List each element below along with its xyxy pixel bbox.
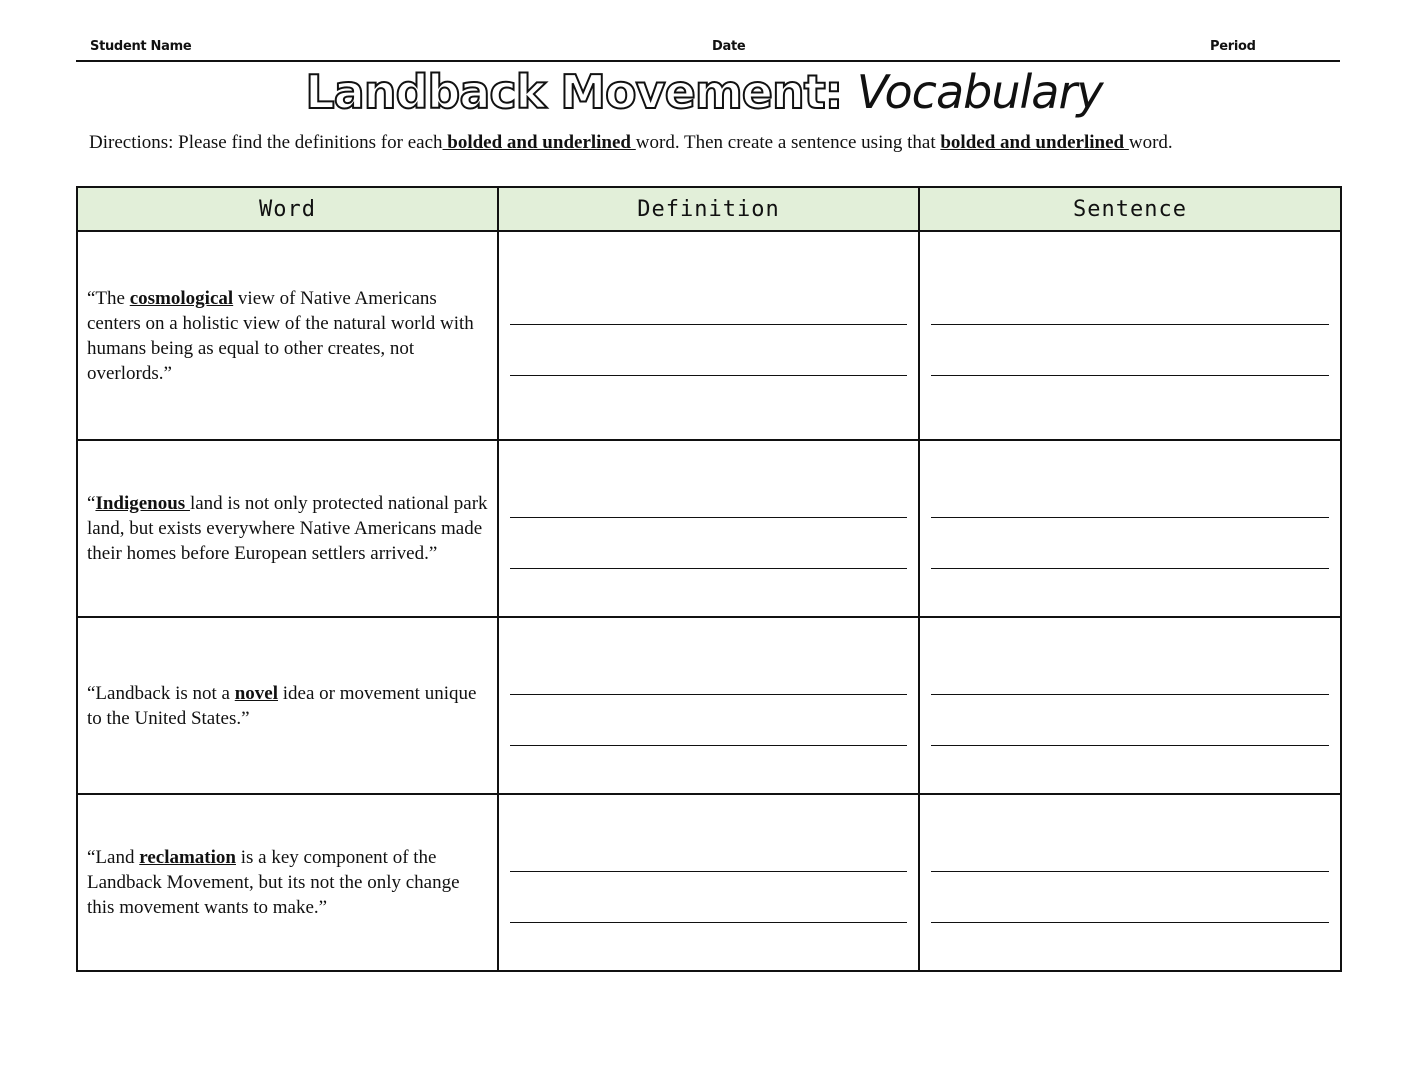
definition-lines — [500, 843, 917, 923]
date-label: Date — [712, 39, 746, 54]
quote-cell — [77, 231, 498, 440]
write-line[interactable] — [510, 489, 907, 518]
quote-text: “Landback is not a — [87, 682, 235, 704]
header-line — [76, 36, 1340, 62]
sentence-cell[interactable] — [919, 440, 1341, 617]
quote-cell — [77, 794, 498, 971]
definition-lines — [500, 296, 917, 376]
write-line[interactable] — [931, 489, 1329, 518]
table-row — [77, 440, 1341, 617]
sentence-lines — [921, 666, 1339, 746]
write-line[interactable] — [931, 843, 1329, 872]
quote-cell — [77, 617, 498, 794]
write-line[interactable] — [510, 296, 907, 325]
sentence-cell[interactable] — [919, 794, 1341, 971]
directions — [89, 131, 1349, 155]
definition-cell[interactable] — [498, 440, 919, 617]
header-definition: Definition — [498, 187, 919, 231]
quote-cell — [77, 440, 498, 617]
write-line[interactable] — [510, 666, 907, 695]
sentence-cell[interactable] — [919, 231, 1341, 440]
write-line[interactable] — [931, 296, 1329, 325]
quote-text: land is not only protected national park land, but exists everywhere Native Americans made their homes before European settlers arrived.” — [87, 493, 488, 564]
quote-text: view of Native Americans centers on a holistic view of the natural world with humans being as equal to other creates, not overlords.” — [87, 287, 474, 384]
page-title — [0, 60, 1408, 124]
quote-text: “ — [87, 493, 96, 514]
write-line[interactable] — [510, 843, 907, 872]
quote-text: “Land — [87, 847, 140, 868]
definition-cell[interactable] — [498, 617, 919, 794]
write-line[interactable] — [510, 540, 907, 569]
period-label: Period — [1210, 39, 1256, 54]
quote-text: “The — [87, 287, 130, 309]
write-line[interactable] — [510, 347, 907, 376]
sentence-lines — [921, 296, 1339, 376]
vocabulary-table — [76, 186, 1342, 972]
table-row — [77, 231, 1341, 440]
directions-bold-1: bolded and underlined — [442, 132, 636, 153]
vocab-term: reclamation — [139, 847, 236, 868]
student-name-label: Student Name — [90, 39, 192, 54]
directions-text-1: Directions: Please find the definitions for each — [89, 132, 443, 153]
sentence-lines — [921, 843, 1339, 923]
write-line[interactable] — [510, 717, 907, 746]
title-sub: Vocabulary — [856, 65, 1103, 119]
title-main: Landback Movement: — [305, 65, 843, 119]
definition-lines — [500, 666, 917, 746]
quote-text: is a key component of the Landback Movement, but its not the only change this movement wants to make.” — [87, 847, 460, 918]
table-header-row — [77, 187, 1341, 231]
write-line[interactable] — [931, 347, 1329, 376]
sentence-lines — [921, 489, 1339, 569]
header-word: Word — [77, 187, 498, 231]
quote-text: idea or movement unique to the United States.” — [87, 682, 477, 729]
write-line[interactable] — [931, 540, 1329, 569]
write-line[interactable] — [510, 894, 907, 923]
sentence-cell[interactable] — [919, 617, 1341, 794]
definition-lines — [500, 489, 917, 569]
vocab-term: novel — [234, 682, 279, 704]
definition-cell[interactable] — [498, 231, 919, 440]
write-line[interactable] — [931, 894, 1329, 923]
definition-cell[interactable] — [498, 794, 919, 971]
directions-text-2: word. Then create a sentence using that — [635, 132, 941, 153]
write-line[interactable] — [931, 717, 1329, 746]
vocab-term: cosmological — [129, 287, 234, 309]
directions-bold-2: bolded and underlined — [940, 132, 1129, 153]
directions-text-3: word. — [1128, 132, 1173, 153]
write-line[interactable] — [931, 666, 1329, 695]
table-row — [77, 794, 1341, 971]
table-row — [77, 617, 1341, 794]
header-sentence: Sentence — [919, 187, 1341, 231]
vocab-term: Indigenous — [95, 493, 190, 514]
